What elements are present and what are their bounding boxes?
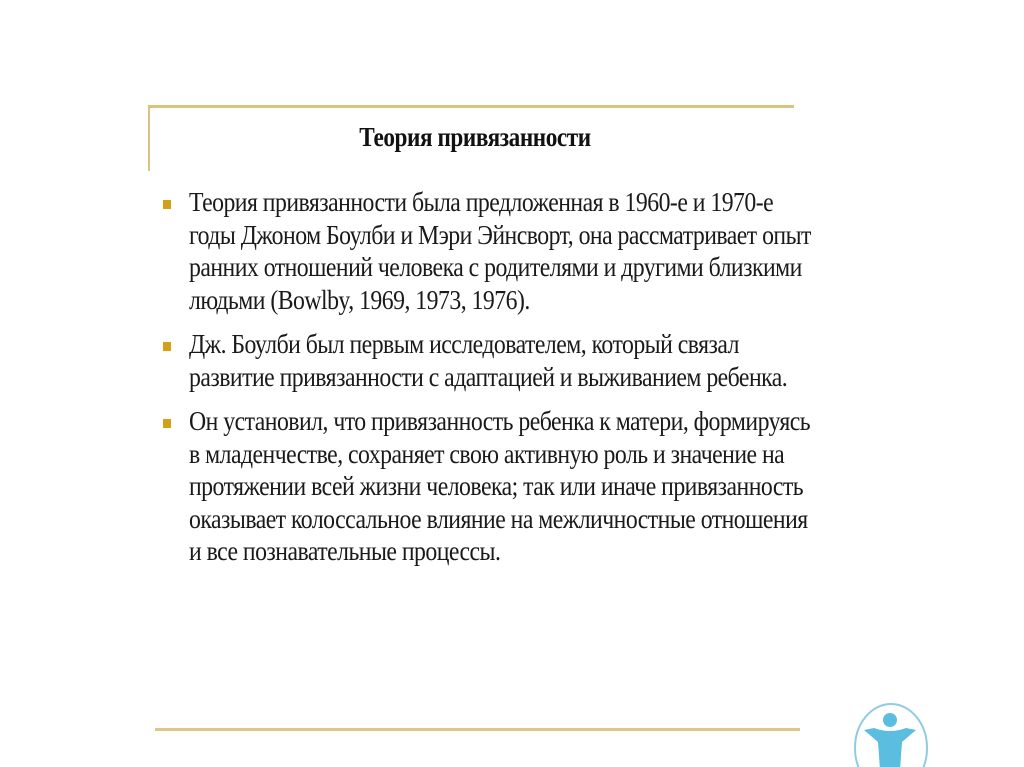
square-bullet-icon xyxy=(163,419,171,428)
human-figure-in-circle-icon xyxy=(850,700,932,767)
bullet-text: Дж. Боулби был первым исследователем, который связал развитие привязанности с адаптацией и выживанием ребенка. xyxy=(189,329,788,392)
bullet-item xyxy=(163,328,823,393)
left-divider xyxy=(148,105,150,171)
slide-title: Теория привязанности xyxy=(359,122,591,152)
bullet-item xyxy=(163,405,823,568)
bullet-list xyxy=(163,186,823,580)
square-bullet-icon xyxy=(163,342,171,351)
bullet-item xyxy=(163,186,823,316)
square-bullet-icon xyxy=(163,200,171,209)
top-divider xyxy=(148,105,794,108)
bullet-text: Теория привязанности была предложенная в 1960-е и 1970-е годы Джоном Боулби и Мэри Эйнсворт, она рассматривает опыт ранних отношений человека с родителями и другими близкими людьми (Bowlby, 1969, 1973, 1976). xyxy=(189,187,811,315)
bottom-divider xyxy=(155,728,800,731)
bullet-text: Он установил, что привязанность ребенка к матери, формируясь в младенчестве, сохраняет свою активную роль и значение на протяжении всей жизни человека; так или иначе привязанность оказывает колоссальное влияние на межличностные отношения и все познавательные процессы. xyxy=(189,406,811,566)
